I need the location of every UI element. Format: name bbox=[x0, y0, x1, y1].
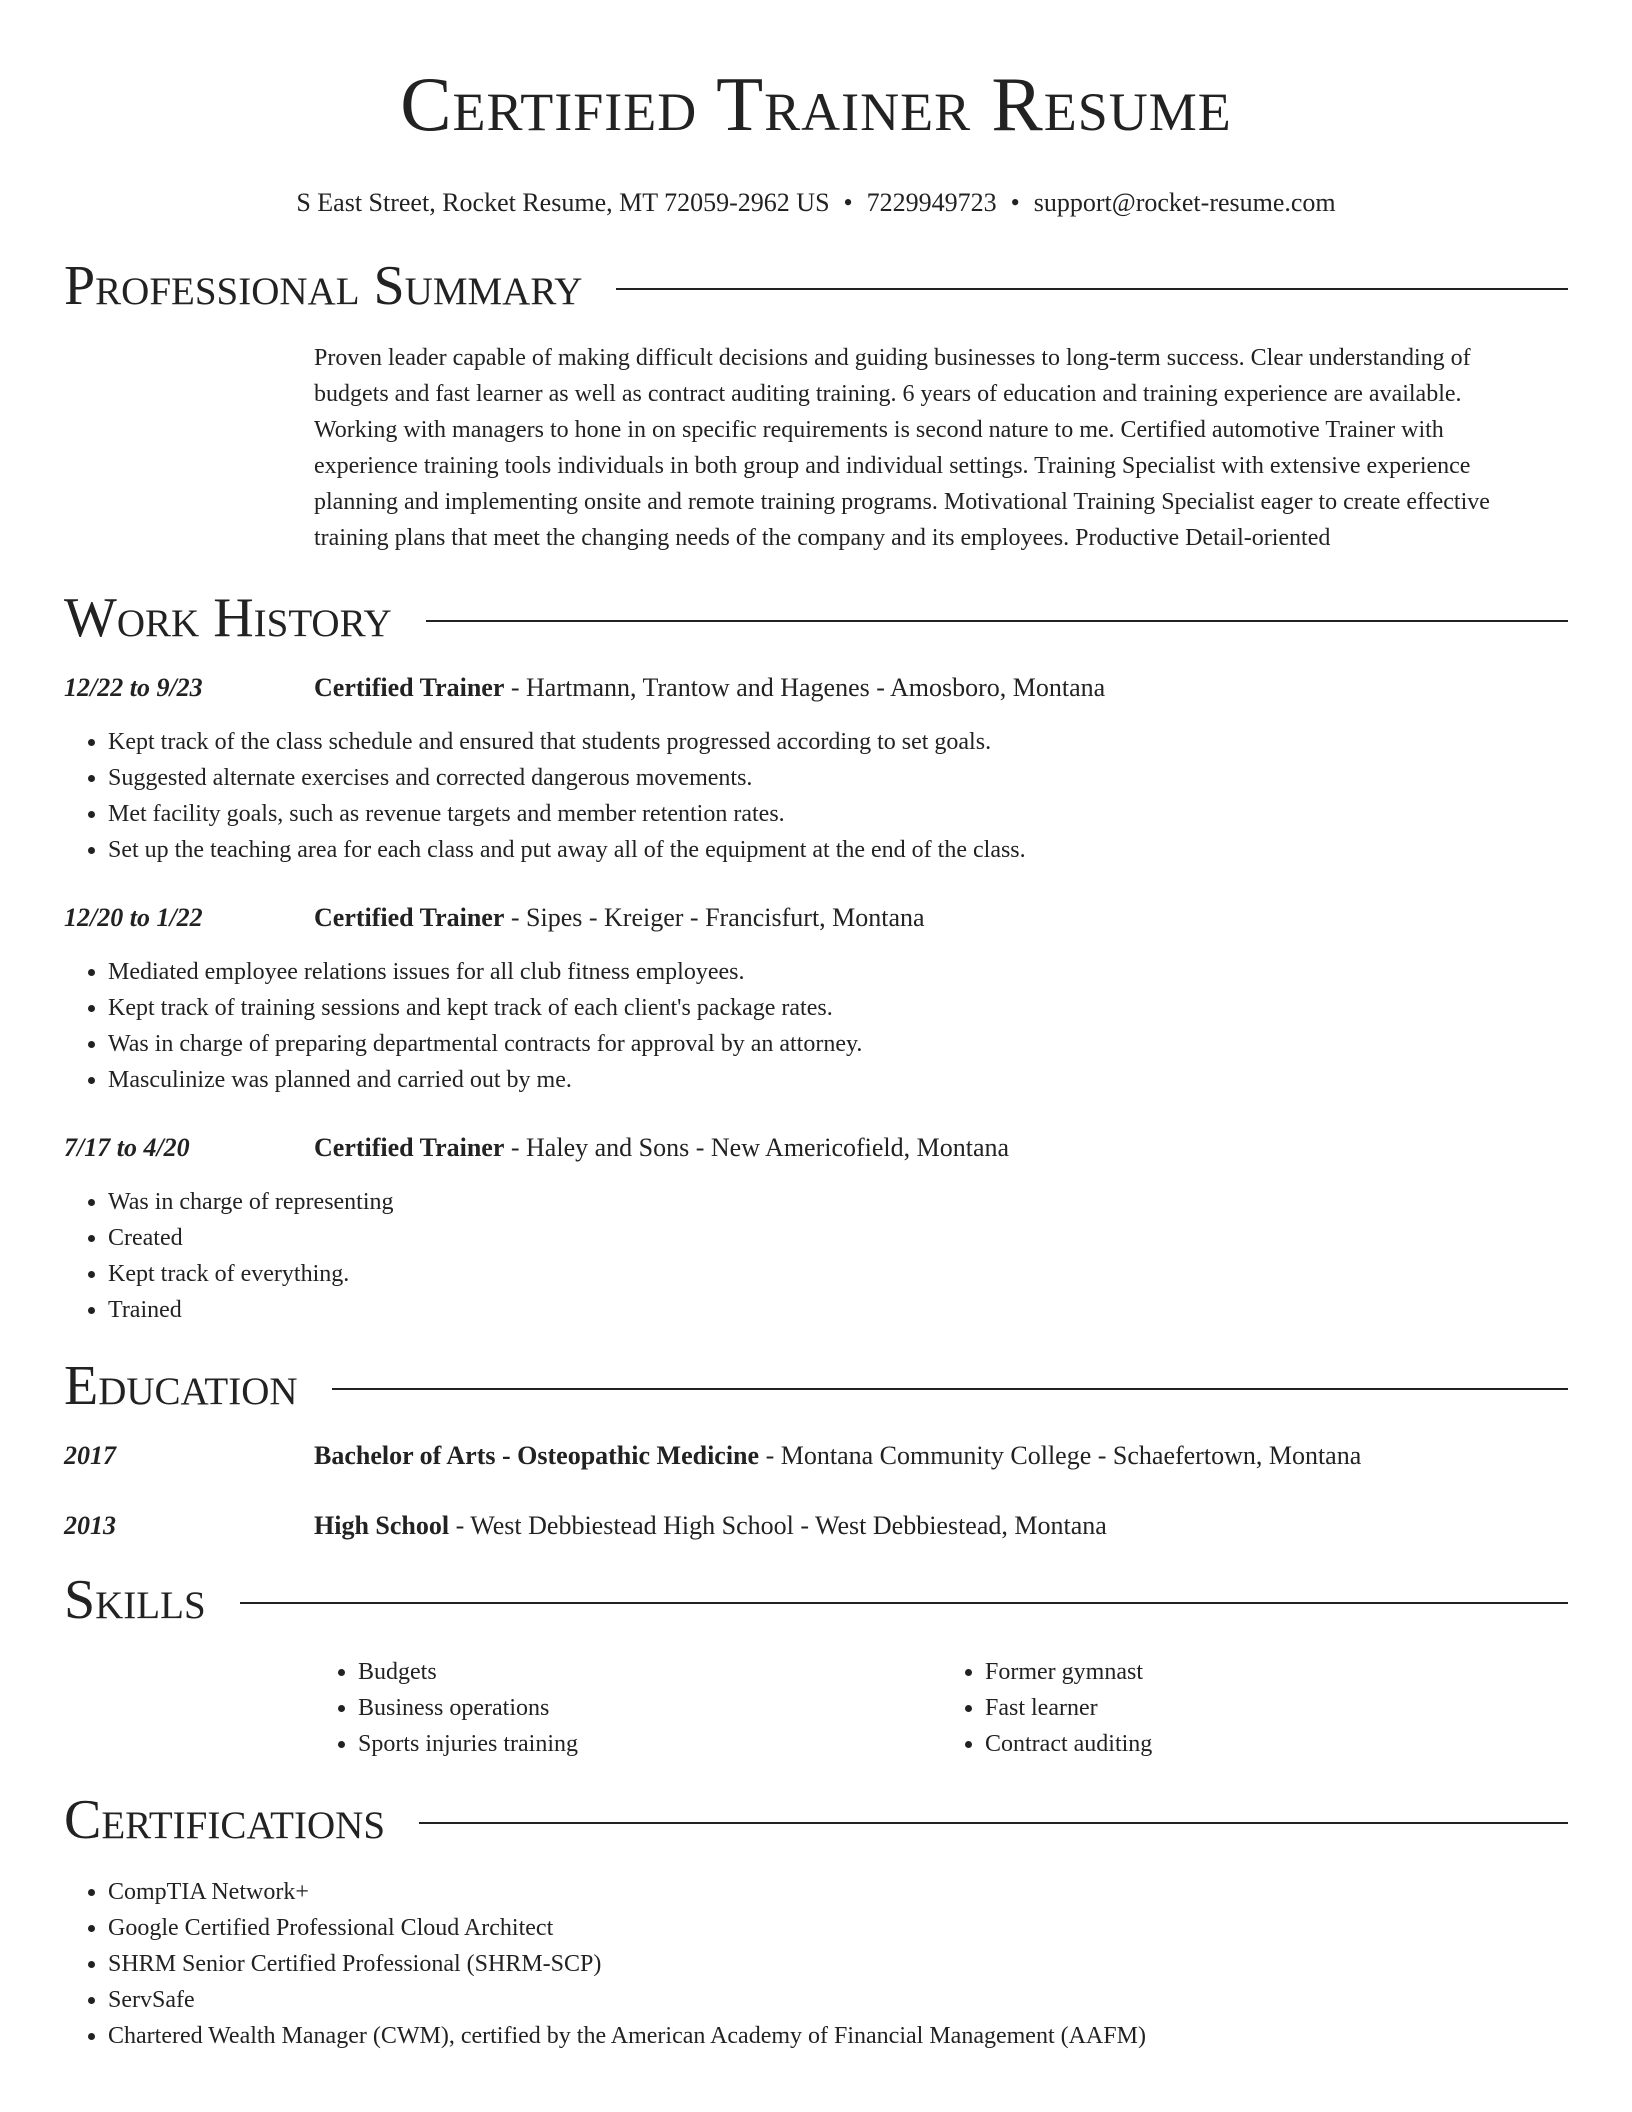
education-degree: High School bbox=[314, 1511, 450, 1540]
education-info bbox=[314, 1440, 1361, 1472]
education-info bbox=[314, 1510, 1107, 1542]
job-entry bbox=[64, 672, 1568, 868]
skills-list-right bbox=[941, 1654, 1568, 1762]
job-details: - Sipes - Kreiger - Francisfurt, Montana bbox=[504, 903, 925, 932]
job-dates: 12/20 to 1/22 bbox=[64, 903, 203, 932]
resume-title: Certified Trainer Resume bbox=[400, 61, 1232, 147]
job-bullet: • Met facility goals, such as revenue targets and member retention rates. bbox=[108, 796, 1568, 832]
job-info bbox=[314, 672, 1105, 704]
skill-item: • Former gymnast bbox=[985, 1654, 1568, 1690]
job-details: - Hartmann, Trantow and Hagenes - Amosboro, Montana bbox=[504, 673, 1106, 702]
job-title: Certified Trainer bbox=[314, 1133, 505, 1162]
certifications-section-header bbox=[64, 1788, 1568, 1852]
section-divider bbox=[616, 288, 1568, 290]
job-bullet: • Trained bbox=[108, 1292, 1568, 1328]
education-section-header bbox=[64, 1354, 1568, 1418]
certifications-list bbox=[64, 1874, 1568, 2054]
job-bullet: • Kept track of training sessions and kept track of each client's package rates. bbox=[108, 990, 1568, 1026]
contact-separator: • bbox=[1010, 188, 1020, 217]
summary-heading: Professional Summary bbox=[64, 255, 583, 317]
job-dates: 12/22 to 9/23 bbox=[64, 673, 203, 702]
job-bullet: • Mediated employee relations issues for all club fitness employees. bbox=[108, 954, 1568, 990]
job-bullet-list bbox=[64, 1184, 1568, 1328]
education-details: - Montana Community College - Schaefertown, Montana bbox=[759, 1441, 1362, 1470]
job-entry bbox=[64, 902, 1568, 1098]
contact-address: S East Street, Rocket Resume, MT 72059-2962 US bbox=[296, 188, 830, 217]
certifications-heading: Certifications bbox=[64, 1789, 386, 1851]
job-bullet: • Was in charge of preparing departmental contracts for approval by an attorney. bbox=[108, 1026, 1568, 1062]
education-entry bbox=[64, 1510, 1568, 1542]
certification-item: • SHRM Senior Certified Professional (SHRM-SCP) bbox=[108, 1946, 1568, 1982]
job-header bbox=[64, 902, 1568, 934]
contact-email[interactable]: support@rocket-resume.com bbox=[1033, 188, 1336, 217]
certification-item: • Chartered Wealth Manager (CWM), certified by the American Academy of Financial Management (AAFM) bbox=[108, 2018, 1568, 2054]
contact-separator: • bbox=[843, 188, 853, 217]
job-dates: 7/17 to 4/20 bbox=[64, 1133, 190, 1162]
section-divider bbox=[426, 620, 1568, 622]
education-heading: Education bbox=[64, 1355, 298, 1417]
job-bullet: • Created bbox=[108, 1220, 1568, 1256]
work-heading: Work History bbox=[64, 587, 392, 649]
skill-item: • Business operations bbox=[358, 1690, 941, 1726]
job-info bbox=[314, 902, 925, 934]
education-year: 2013 bbox=[64, 1511, 116, 1540]
contact-phone: 7229949723 bbox=[866, 188, 997, 217]
work-section-header bbox=[64, 586, 1568, 650]
job-bullet: • Kept track of the class schedule and ensured that students progressed according to set goals. bbox=[108, 724, 1568, 760]
summary-text: Proven leader capable of making difficult decisions and guiding businesses to long-term success. Clear understanding of budgets and fast learner as well as contract auditing training. 6 years of education and training experience are available. Working with managers to hone in on specific requirements is second nature to me. Certified automotive Trainer with experience training tools individuals in both group and individual settings. Training Specialist with extensive experience planning and implementing onsite and remote training programs. Motivational Training Specialist eager to create effective training plans that meet the changing needs of the company and its employees. Productive Detail-oriented bbox=[314, 345, 1490, 551]
job-bullet-list bbox=[64, 954, 1568, 1098]
certification-item: • Google Certified Professional Cloud Architect bbox=[108, 1910, 1568, 1946]
skill-item: • Budgets bbox=[358, 1654, 941, 1690]
contact-line bbox=[64, 188, 1568, 218]
skills-columns bbox=[314, 1654, 1568, 1762]
summary-section-header bbox=[64, 254, 1568, 318]
skill-item: • Contract auditing bbox=[985, 1726, 1568, 1762]
job-bullet: • Masculinize was planned and carried out by me. bbox=[108, 1062, 1568, 1098]
section-divider bbox=[240, 1602, 1568, 1604]
job-title: Certified Trainer bbox=[314, 673, 505, 702]
job-bullet: • Was in charge of representing bbox=[108, 1184, 1568, 1220]
job-title: Certified Trainer bbox=[314, 903, 505, 932]
education-degree: Bachelor of Arts - Osteopathic Medicine bbox=[314, 1441, 760, 1470]
job-info bbox=[314, 1132, 1009, 1164]
education-entry bbox=[64, 1440, 1568, 1472]
skill-item: • Fast learner bbox=[985, 1690, 1568, 1726]
skills-list-left bbox=[314, 1654, 941, 1762]
job-header bbox=[64, 672, 1568, 704]
skills-heading: Skills bbox=[64, 1569, 206, 1631]
job-entry bbox=[64, 1132, 1568, 1328]
job-bullet: • Kept track of everything. bbox=[108, 1256, 1568, 1292]
section-divider bbox=[332, 1388, 1568, 1390]
job-bullet: • Suggested alternate exercises and corrected dangerous movements. bbox=[108, 760, 1568, 796]
job-header bbox=[64, 1132, 1568, 1164]
skill-item: • Sports injuries training bbox=[358, 1726, 941, 1762]
education-year: 2017 bbox=[64, 1441, 116, 1470]
section-divider bbox=[419, 1822, 1568, 1824]
job-details: - Haley and Sons - New Americofield, Montana bbox=[504, 1133, 1010, 1162]
skills-section-header bbox=[64, 1568, 1568, 1632]
job-bullet: • Set up the teaching area for each class and put away all of the equipment at the end of the class. bbox=[108, 832, 1568, 868]
certification-item: • ServSafe bbox=[108, 1982, 1568, 2018]
education-details: - West Debbiestead High School - West Debbiestead, Montana bbox=[449, 1511, 1107, 1540]
job-bullet-list bbox=[64, 724, 1568, 868]
certification-item: • CompTIA Network+ bbox=[108, 1874, 1568, 1910]
